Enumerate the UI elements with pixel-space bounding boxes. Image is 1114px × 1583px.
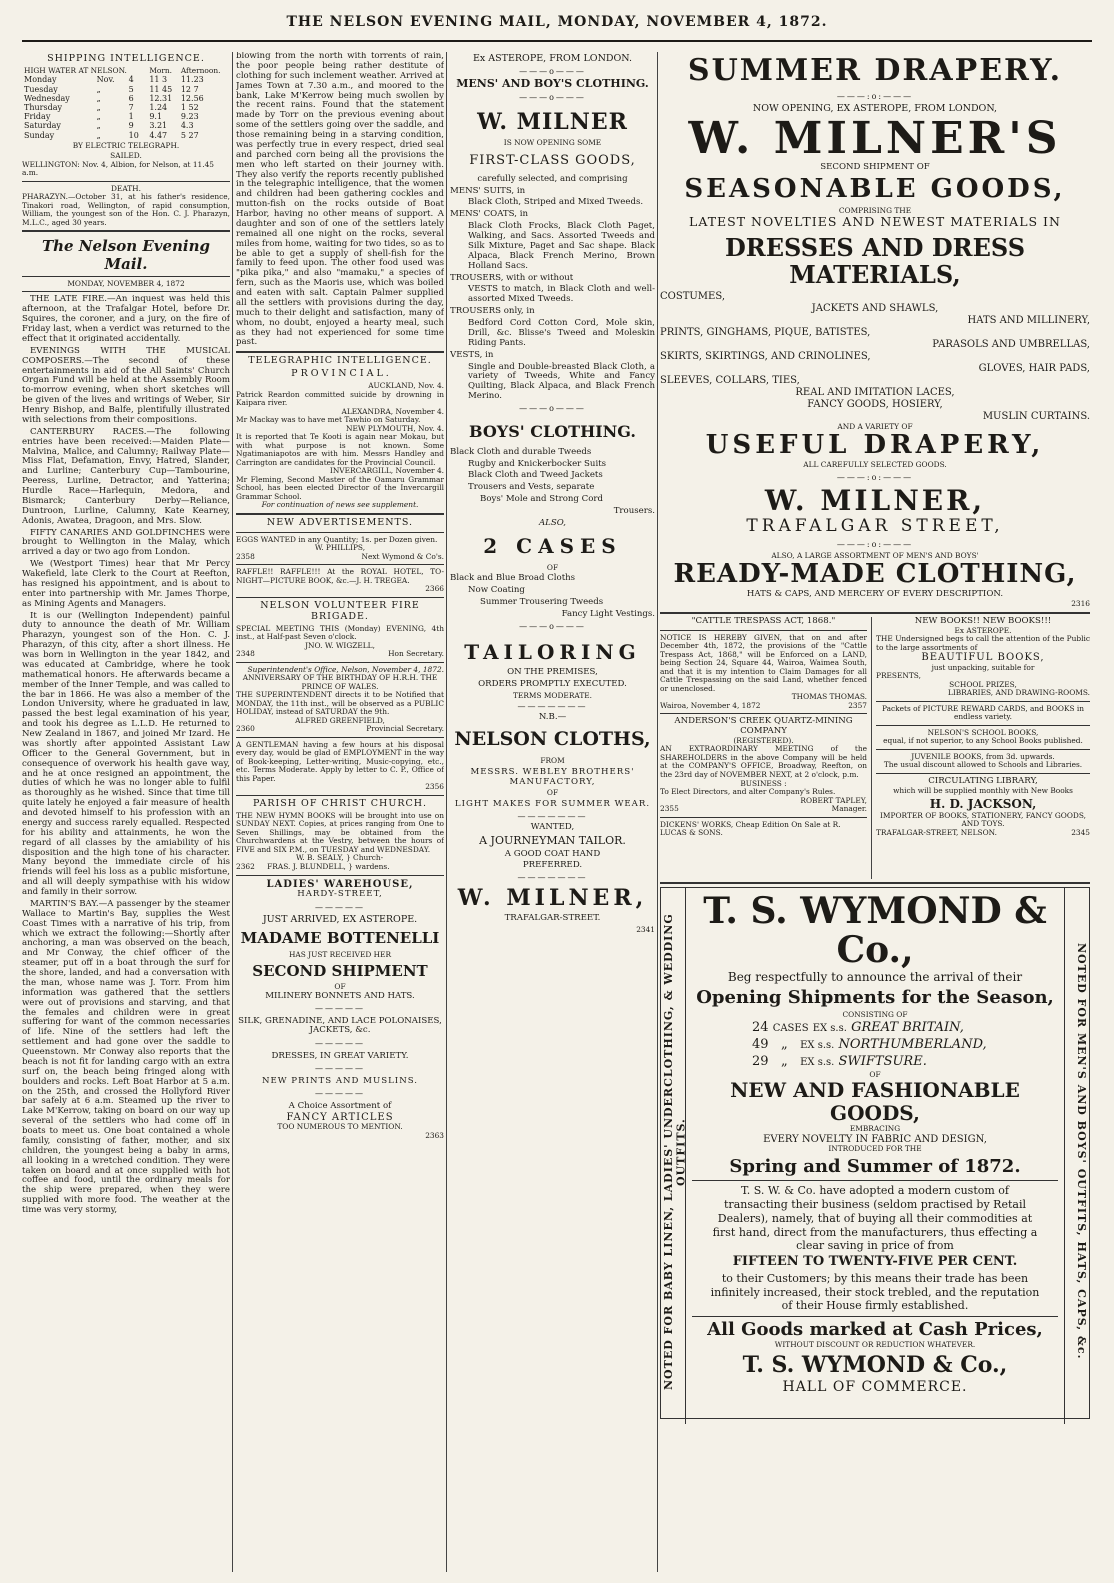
summer-drapery-heading: SUMMER DRAPERY. — [687, 53, 1063, 88]
without-discount: WITHOUT DISCOUNT OR REDUCTION WHATEVER. — [774, 1339, 976, 1349]
madame-bottenelli: MADAME BOTTENELLI — [240, 928, 440, 947]
divider — [236, 532, 444, 533]
prints-line: NEW PRINTS AND MUSLINS. — [261, 1075, 419, 1086]
comprising-line: COMPRISING THE — [838, 205, 912, 215]
divider — [22, 230, 230, 232]
ad-number: 2363 — [425, 1130, 444, 1140]
also-line: ALSO, — [538, 517, 567, 528]
parish-text: THE NEW HYMN BOOKS will be brought into use on SUNDAY NEXT. Copies, at prices ranging from One to Seven Shillings, may be obtained from the Churchwardens at the Vestry, between the hours of FIVE and SIX P.M., on TUESDAY and WEDNESDAY. — [236, 810, 444, 854]
ornament-rule: ————— — [315, 1004, 365, 1014]
silk-line: SILK, GRENADINE, AND LACE POLONAISES, JACKETS, &c. — [238, 1015, 442, 1036]
telegram-text: Mr Mackay was to have met Tawhio on Saturday. — [236, 415, 421, 425]
drapery-item: GLOVES, HAIR PADS, — [978, 362, 1090, 374]
tide-row: Monday Nov. 4 11 3 11.23 — [24, 75, 204, 85]
cases-item: Black and Blue Broad Cloths — [450, 573, 576, 584]
news-paragraph: THE LATE FIRE.—An inquest was held this afternoon, at the Trafalgar Hotel, before Dr. Squires, the coroner, and a jury, on the fire of Friday last, when a verdict was returned to the effect that it originated accidentally. — [22, 294, 230, 344]
left-small-ads — [660, 617, 867, 879]
webley-line: MESSRS. WEBLEY BROTHERS' MANUFACTORY, — [470, 766, 635, 787]
divider — [876, 749, 1090, 750]
choice-line: A Choice Assortment of — [288, 1100, 392, 1111]
customers-text: to their Customers; by this means their trade has been infinitely increased, their stock trebled, and the reputation of their House firmly established. — [710, 1271, 1040, 1313]
discount-line: The usual discount allowed to Schools and Libraries. — [883, 760, 1083, 770]
ship-name: NORTHUMBERLAND, — [838, 1036, 987, 1052]
beautiful-books: BEAUTIFUL BOOKS, — [921, 652, 1045, 664]
divider — [660, 612, 1090, 614]
light-makes-line: LIGHT MAKES FOR SUMMER WEAR. — [454, 798, 651, 809]
ornament-rule: ————— — [315, 902, 365, 912]
divider — [660, 630, 867, 631]
prizes-line: SCHOOL PRIZES, — [949, 679, 1017, 689]
tide-header: HIGH WATER AT NELSON. Morn. Afternoon. — [24, 65, 221, 75]
clothing-heading: MENS' SUITS, in — [450, 185, 526, 196]
cattle-text: NOTICE IS HEREBY GIVEN, that on and after December 4th, 1872, the provisions of the "Cattle Trespass Act, 1868," will be Enforced on a LAND, being Section 24, Square 44, Wairoa, Waimea South, and that it is my intention to Claim Damages for all Cattle Trespassing on the said Land, whether fenced or unenclosed. — [660, 632, 867, 693]
drapery-item: HATS AND MILLINERY, — [967, 314, 1090, 326]
ships-list — [692, 1020, 1058, 1071]
registered-line: (REGISTERED). — [733, 735, 794, 745]
divider — [236, 597, 444, 598]
orders-line: ORDERS PROMPTLY EXECUTED. — [478, 678, 627, 689]
anniversary-heading: ANNIVERSARY OF THE BIRTHDAY OF H.R.H. THE PRINCE OF WALES. — [242, 673, 438, 691]
drapery-item: MUSLIN CURTAINS. — [982, 410, 1090, 422]
fifteen-percent: FIFTEEN TO TWENTY-FIVE PER CENT. — [732, 1254, 1018, 1270]
ornament-rule: ———o——— — [519, 66, 586, 76]
drapery-item: SKIRTS, SKIRTINGS, AND CRINOLINES, — [660, 350, 871, 362]
date-line: MONDAY, NOVEMBER 4, 1872 — [67, 278, 185, 288]
boys-clothing-heading: BOYS' CLOTHING. — [469, 422, 636, 442]
dateline: NEW PLYMOUTH, Nov. 4. — [346, 423, 444, 433]
ornament-rule: ——————— — [517, 702, 588, 712]
second-shipment: SECOND SHIPMENT — [252, 961, 428, 980]
nelson-cloths-heading: NELSON CLOTHS, — [454, 728, 651, 751]
divider — [876, 725, 1090, 726]
address: TRAFALGAR-STREET, NELSON. — [876, 827, 997, 837]
drapery-item: PARASOLS AND UMBRELLAS, — [932, 338, 1090, 350]
dateline: AUCKLAND, Nov. 4. — [368, 381, 444, 391]
ad-number: 2357 — [848, 700, 867, 710]
boys-item: Black Cloth and Tweed Jackets — [468, 470, 603, 481]
cases-item: Now Coating — [468, 585, 525, 596]
novelty-line: EVERY NOVELTY IN FABRIC AND DESIGN, — [763, 1133, 987, 1145]
clothing-item: Black Cloth Frocks, Black Cloth Paget, Walking, and Sacs. Assorted Tweeds and Silk Mixture, Paget and Sac shape. Black Alpaca, Black French Merino, Brown Holland Sacs. — [468, 221, 655, 271]
column-divider — [232, 52, 233, 1572]
signature: Provincial Secretary. — [366, 724, 444, 734]
ex-asterope: Ex ASTEROPE. — [954, 625, 1012, 635]
tailor-line: A JOURNEYMAN TAILOR. — [479, 833, 626, 847]
ornament-rule: ———:o:——— — [836, 472, 914, 482]
divider — [660, 882, 1090, 884]
ornament-rule: ———o——— — [519, 404, 586, 414]
sailed-text: WELLINGTON: Nov. 4, Albion, for Nelson, at 11.45 a.m. — [22, 159, 214, 178]
consisting-line: CONSISTING OF — [842, 1010, 908, 1020]
news-paragraph: EVENINGS WITH THE MUSICAL COMPOSERS.—The second of these entertainments in aid of the All Saints' Church Organ Fund will be held at the Assembly Room to-morrow evening, when short sketches will be given of the lives and writings of Weber, Sir Henry Bishop, and Balfe, plentifully illustrated with selections from their compositions. — [22, 345, 230, 425]
tide-row: Tuesday „ 5 11 45 12 7 — [24, 84, 199, 94]
also-line: ALSO, A LARGE ASSORTMENT OF MEN'S AND BOYS' — [771, 550, 979, 560]
fancy-articles: FANCY ARTICLES — [286, 1111, 394, 1123]
unpacking-line: just unpacking, suitable for — [931, 662, 1035, 672]
eggs-ad: EGGS WANTED in any Quantity; 1s. per Dozen given. — [236, 534, 438, 544]
anniversary-text: THE SUPERINTENDENT directs it to be Notified that MONDAY, the 11th inst., will be observed as a PUBLIC HOLIDAY, instead of SATURDAY the 9th. — [236, 690, 444, 717]
seasonable-goods: SEASONABLE GOODS, — [684, 173, 1066, 204]
new-books-heading: NEW BOOKS!! NEW BOOKS!!! — [914, 616, 1052, 626]
jackson-heading: H. D. JACKSON, — [929, 797, 1037, 812]
ornament-rule: ————— — [315, 1064, 365, 1074]
clothing-heading: VESTS, in — [450, 349, 494, 360]
tide-table — [22, 67, 230, 140]
signature: ROBERT TAPLEY, — [800, 795, 867, 805]
signature: W. B. SEALY, } Church- — [296, 853, 384, 863]
spring-summer: Spring and Summer of 1872. — [729, 1155, 1021, 1177]
second-shipment-line: SECOND SHIPMENT OF — [820, 162, 930, 172]
case-count: 24 — [752, 1019, 769, 1035]
ad-number: 2341 — [636, 924, 655, 934]
opening-line: IS NOW OPENING SOME — [503, 138, 602, 148]
two-cases: 2 CASES — [483, 533, 622, 558]
tide-row: Sunday „ 10 4.47 5 27 — [24, 130, 199, 140]
ornament-rule: ————— — [315, 1039, 365, 1049]
side-text-left: NOTED FOR BABY LINEN, LADIES' UNDERCLOTHING, & WEDDING OUTFITS. — [662, 913, 688, 1391]
divider — [236, 513, 444, 515]
cases-item: Fancy Light Vestings. — [561, 608, 655, 619]
cash-prices: All Goods marked at Cash Prices, — [707, 1319, 1043, 1341]
ad-number: 2355 — [660, 804, 679, 814]
ex-asterope: Ex ASTEROPE, FROM LONDON. — [472, 53, 633, 64]
fashionable-goods: NEW AND FASHIONABLE GOODS, — [730, 1078, 1020, 1126]
boys-item: Rugby and Knickerbocker Suits — [468, 458, 607, 469]
of-line: OF — [546, 788, 559, 798]
divider — [22, 276, 230, 277]
dresses-heading: DRESSES AND DRESS MATERIALS, — [724, 232, 1026, 290]
ship-name: GREAT BRITAIN, — [851, 1019, 964, 1035]
ad-number: 2345 — [1071, 827, 1090, 837]
adopted-text: T. S. W. & Co. have adopted a modern custom of transacting their business (seldom practised by Retail Dealers), namely, that of buying all their commodities at first hand, direct from the manufacturers, thus effecting a clear saving in price of from — [712, 1184, 1038, 1253]
books-ad — [876, 617, 1090, 879]
drapery-item: COSTUMES, — [660, 290, 726, 302]
hats-caps-line: HATS & CAPS, AND MERCERY OF EVERY DESCRIPTION. — [746, 589, 1004, 600]
death-notice: PHARAZYN.—October 31, at his father's residence, Tinakori road, Wellington, of rapid consumption, William, the youngest son of the Hon. C. J. Pharazyn, M.L.C., aged 30 years. — [22, 192, 230, 227]
premises-line: ON THE PREMISES, — [507, 666, 598, 677]
business-text: To Elect Directors, and alter Company's Rules. — [660, 787, 836, 797]
libraries-line: LIBRARIES, AND DRAWING-ROOMS. — [947, 688, 1090, 698]
signature: Manager. — [831, 804, 867, 814]
just-arrived: JUST ARRIVED, EX ASTEROPE. — [262, 914, 418, 926]
presents-line: PRESENTS, — [876, 671, 921, 681]
column-3 — [450, 52, 655, 1572]
date: Wairoa, November 4, 1872 — [660, 700, 761, 710]
ornament-rule: ———o——— — [519, 621, 586, 631]
ornament-rule: ————— — [315, 1089, 365, 1099]
drapery-item: JACKETS AND SHAWLS, — [811, 302, 939, 314]
provincial-heading: P R O V I N C I A L . — [291, 368, 389, 380]
wymond-signature: T. S. WYMOND & Co., — [742, 1352, 1008, 1379]
clothing-item: Bedford Cord Cotton Cord, Mole skin, Drill, &c. Blisse's Tweed and Moleskin Riding Pants. — [468, 318, 655, 348]
parish-heading: PARISH OF CHRIST CHURCH. — [252, 797, 428, 809]
address: HARDY-STREET, — [297, 889, 383, 899]
brigade-heading: NELSON VOLUNTEER FIRE BRIGADE. — [260, 599, 420, 622]
column-2 — [236, 52, 444, 1572]
ornament-rule: ——————— — [517, 873, 588, 883]
office-line: Superintendent's Office, Nelson, November 4, 1872. — [247, 664, 444, 674]
drapery-item: PRINTS, GINGHAMS, PIQUE, BATISTES, — [660, 326, 871, 338]
column-4 — [660, 52, 1090, 1572]
opening-shipments: Opening Shipments for the Season, — [696, 986, 1054, 1008]
telegram-text: Mr Fleming, Second Master of the Oamaru Grammar School, has been elected Director of the Invercargill Grammar School. — [236, 474, 444, 501]
sailed-label: SAILED. — [110, 151, 142, 161]
signature: THOMAS THOMAS. — [791, 692, 867, 702]
ad-number: 2356 — [425, 782, 444, 792]
signature: JNO. W. WIGZELL, — [305, 640, 375, 650]
raffle-ad: RAFFLE!! RAFFLE!!! At the ROYAL HOTEL, TO-NIGHT—PICTURE BOOK, &c.—J. H. TREGEA. — [236, 567, 444, 585]
signature: ALFRED GREENFIELD, — [295, 715, 385, 725]
divider — [692, 1180, 1058, 1181]
latest-novelties: LATEST NOVELTIES AND NEWEST MATERIALS IN — [689, 214, 1061, 230]
careful-line: carefully selected, and comprising — [477, 173, 628, 184]
masthead: THE NELSON EVENING MAIL, MONDAY, NOVEMBER 4, 1872. — [286, 14, 828, 30]
ad-number: 2366 — [425, 584, 444, 594]
ornament-rule: ——————— — [517, 811, 588, 821]
ladies-warehouse-heading: LADIES' WAREHOUSE, — [266, 878, 414, 890]
ad-footer — [876, 829, 1090, 838]
signature: W. PHILLIPS, — [314, 543, 366, 553]
cattle-heading: "CATTLE TRESPASS ACT, 1868." — [691, 616, 836, 626]
paper-title: The Nelson Evening Mail. — [41, 237, 211, 273]
small-ads-row — [660, 617, 1090, 879]
school-books: NELSON'S SCHOOL BOOKS, — [927, 727, 1039, 737]
top-rule — [22, 40, 1092, 42]
drapery-list — [660, 291, 1090, 423]
news-paragraph: MARTIN'S BAY.—A passenger by the steamer Wallace to Martin's Bay, supplies the West Coast Times with a narrative of his trip, from which we extract the following:—Shortly after anchoring, a man was observed on the beach, and Mr Conway, the chief officer of the steamer, put off in a boat through the surf for the shore, landed, and had a conversation with the man, whose name was J. Torr. From him information was gathered that the settlers were out of provisions and starving, and that the females and children were in great suffering for want of the common necessaries of life. Nine of the settlers had left the settlement and had gone over the saddle to Queenstown. Mr Conway also reports that the beach is not fit for landing cargo with an extra surf on, the beach being fringed along with boulders and rocks. Left Boat Harbor at 5 a.m. on the 25th, and crossed the Hollyford River bar safely at 6 a.m. Steamed up the river to Lake M'Kerrow, taking on board on our way up several of the settlers who had come off in boats to meet us. One boat contained a whole family, consisting of father, mother, and six children, the youngest being a baby in arms, all looking in a wretched condition. They were taken on board and at once supplied with hot coffee and food, until the ordinary meals for the ship were prepared, when they were supplied with more food. The weather at the time was very stormy, — [22, 898, 230, 1216]
boys-item: Black Cloth and durable Tweeds — [450, 446, 592, 457]
clothing-item: VESTS to match, in Black Cloth and well-assorted Mixed Tweeds. — [468, 284, 655, 305]
embracing-line: EMBRACING — [849, 1124, 901, 1134]
carefully-selected-line: ALL CAREFULLY SELECTED GOODS. — [803, 460, 947, 470]
from-line: FROM — [540, 756, 565, 766]
hall-of-commerce: HALL OF COMMERCE. — [782, 1378, 968, 1395]
ready-made-clothing: READY-MADE CLOTHING, — [673, 559, 1077, 590]
clothing-heading: MENS' COATS, in — [450, 209, 528, 220]
ad-number: 2316 — [1071, 599, 1090, 609]
nb-line: N.B.— — [538, 712, 567, 723]
wymond-ad — [660, 887, 1090, 1419]
school-text: equal, if not superior, to any School Books published. — [883, 736, 1083, 746]
telegraph-heading: BY ELECTRIC TELEGRAPH. — [72, 140, 180, 150]
variety-line: AND A VARIETY OF — [837, 421, 913, 431]
news-paragraph: blowing from the north with torrents of rain, the poor people being rather destitute of clothing for such inclement weather. Arrived at James Town at 7.30 a.m., and moored to the bank, Lake M'Kerrow being much swollen by the recent rains. Found that the statement made by Torr on the previous evening about some of the settlers going over the saddle, and those remaining being in a starving condition, was perfectly true in every respect, dried seal and parched corn being all the provisions the men who left started on their journey with. They also verify the reports recently published in the telegraphic intelligence, that the women and children had been gathering cockles and mutton-fish on the rocks outside of Boat Harbor, having no other means of support. A daughter and son of one of the settlers lately remained all one night on the rocks, several miles from home, waiting for two tides, so as to be able to get a supply of shell-fish for the family to feed upon. The other food used was "pika pika," and also "mamaku," a species of fern, such as the Maoris use, which was boiled and eaten with salt. Captain Palmer supplied all the settlers with provisions during the day, much to their delight and satisfaction, many of whom, no doubt, enjoyed a hearty meal, such as they had not experienced for some time past. — [236, 52, 444, 348]
coat-line: A GOOD COAT HAND — [504, 848, 601, 859]
brigade-text: SPECIAL MEETING THIS (Monday) EVENING, 4th inst., at Half-past Seven o'clock. — [236, 623, 444, 642]
clothing-heading: TROUSERS, with or without — [450, 272, 574, 283]
new-ads-heading: NEW ADVERTISEMENTS. — [266, 516, 414, 528]
anderson-text: AN EXTRAORDINARY MEETING of the SHAREHOLDERS in the above Company will be held at the COMPANY'S OFFICE, Broadway, Reefton, on the 23rd day of NOVEMBER NEXT, at 2 o'clock, p.m. — [660, 744, 867, 779]
divider — [236, 795, 444, 796]
ad-footer — [236, 553, 444, 562]
terms-line: TERMS MODERATE. — [513, 690, 592, 700]
first-class-goods: FIRST-CLASS GOODS, — [469, 152, 636, 168]
ship-row — [752, 1037, 1058, 1054]
dateline: ALEXANDRA, November 4. — [341, 406, 444, 416]
business-label: BUSINESS : — [740, 778, 787, 788]
drapery-item: SLEEVES, COLLARS, TIES, — [660, 374, 800, 386]
divider — [236, 351, 444, 353]
ornament-rule: ———:o:——— — [836, 539, 914, 549]
telegram-text: It is reported that Te Kooti is again near Mokau, but with what purpose is not known. Some Ngatimaniapotos are with him. Messrs Handley and Carrington are candidates for the Provincial Council. — [236, 432, 444, 467]
divider — [660, 817, 867, 818]
continuation-note: For continuation of news see supplement. — [261, 500, 419, 510]
anderson-heading: ANDERSON'S CREEK QUARTZ-MINING COMPANY — [674, 716, 853, 737]
ad-number: 2362 — [236, 861, 255, 871]
drapery-item: REAL AND IMITATION LACES, — [795, 386, 955, 398]
beg-line: Beg respectfully to announce the arrival of their — [727, 969, 1023, 984]
tide-row: Wednesday „ 6 12.31 12.56 — [24, 93, 204, 103]
preferred-line: PREFERRED. — [522, 860, 583, 871]
ad-footer — [236, 863, 444, 872]
column-divider — [446, 52, 447, 1572]
now-opening-line: NOW OPENING, EX ASTEROPE, FROM LONDON, — [752, 102, 998, 114]
milner-signature: W. MILNER, — [457, 885, 648, 912]
wymond-heading: T. S. WYMOND & Co., — [703, 889, 1047, 972]
gentleman-ad: A GENTLEMAN having a few hours at his disposal every day, would be glad of EMPLOYMENT in the way of Book-keeping, Letter-writing, Music-copying, etc., etc. Terms Moderate. Apply by letter to C. P., Office of this Paper. — [236, 739, 444, 783]
packets-line: Packets of PICTURE REWARD CARDS, and BOOKS in endless variety. — [881, 703, 1085, 722]
cases-label: „ — [780, 1053, 788, 1069]
news-paragraph: FIFTY CANARIES AND GOLDFINCHES were brought to Wellington in the Malay, which arrived a day or two ago from London. — [22, 527, 230, 558]
death-heading: DEATH. — [111, 183, 141, 193]
wanted-line: WANTED, — [530, 821, 575, 832]
trafalgar-street: TRAFALGAR STREET, — [746, 516, 1004, 537]
ad-number: 2348 — [236, 649, 255, 659]
milner-heading: W. MILNER, — [764, 483, 986, 517]
divider — [236, 875, 444, 876]
dresses-line: DRESSES, IN GREAT VARIETY. — [271, 1050, 409, 1061]
column-divider — [871, 617, 872, 879]
ad-footer — [236, 725, 444, 734]
ad-footer — [236, 650, 444, 659]
milner-heading: W. MILNER — [477, 108, 628, 135]
signature: FRAS. J. BLUNDELL, } wardens. — [267, 861, 390, 871]
clothing-item: Black Cloth, Striped and Mixed Tweeds. — [468, 197, 644, 208]
circulating-library: CIRCULATING LIBRARY, — [928, 775, 1038, 786]
shipping-heading: SHIPPING INTELLIGENCE. — [47, 53, 205, 64]
dateline: INVERCARGILL, November 4. — [329, 466, 444, 476]
case-count: 29 — [752, 1053, 769, 1069]
importer-line: IMPORTER OF BOOKS, STATIONERY, FANCY GOODS, AND TOYS. — [880, 810, 1086, 829]
books-text: THE Undersigned begs to call the attention of the Public to the large assortments of — [876, 634, 1090, 652]
tide-row: Thursday „ 7 1.24 1 52 — [24, 103, 199, 112]
clothing-heading: TROUSERS only, in — [450, 306, 535, 317]
juvenile-line: JUVENILE BOOKS, from 3d. upwards. — [911, 751, 1055, 761]
divider — [660, 713, 867, 714]
introduced-line: INTRODUCED FOR THE — [828, 1144, 922, 1154]
circulating-text: which will be supplied monthly with New Books — [893, 785, 1073, 795]
mens-clothing-heading: MENS' AND BOY'S CLOTHING. — [456, 77, 649, 91]
signature: Next Wymond & Co's. — [361, 551, 444, 561]
trafalgar-line: TRAFALGAR-STREET. — [504, 912, 601, 923]
divider — [692, 1316, 1058, 1317]
news-paragraph: CANTERBURY RACES.—The following entries have been received:—Maiden Plate—Malvina, Malice, and Calumny; Railway Plate—Miss Flat, Defamation, Envy, Hatred, Slander, and Lurline; Canterbury Cup—Tambourine, Peeress, Lurline, Detractor, and Yatterina; Hurdle Race—Harlequin, Medora, and Bismarck; Canterbury Derby—Reliance, Duntroon, Lurline, Calumny, Kate Kearney, Adonis, Awatea, Dragoon, and Mrs. Slow. — [22, 426, 230, 526]
ad-footer — [660, 702, 867, 711]
dickens-ad: DICKENS' WORKS, Cheap Edition On Sale at R. LUCAS & SONS. — [660, 819, 841, 838]
tide-row: Friday „ 1 9.1 9.23 — [24, 112, 199, 122]
divider — [22, 181, 230, 182]
cases-label: CASES — [772, 1022, 809, 1034]
bonnets-line: MILINERY BONNETS AND HATS. — [265, 990, 415, 1001]
ship-row — [752, 1020, 1058, 1037]
boys-item: Trousers and Vests, separate — [468, 482, 595, 493]
case-count: 49 — [752, 1036, 769, 1052]
ornament-rule: ———o——— — [519, 92, 586, 102]
ad-number: 2358 — [236, 551, 255, 561]
telegram-text: Patrick Reardon committed suicide by drowning in Kaipara river. — [236, 389, 444, 408]
ad-footer — [660, 805, 867, 814]
telegraphic-heading: TELEGRAPHIC INTELLIGENCE. — [248, 355, 432, 367]
side-text-right: NOTED FOR MEN'S AND BOYS' OUTFITS, HATS, CAPS, &c. — [1075, 943, 1088, 1360]
of-line: OF — [546, 562, 559, 572]
divider — [22, 291, 230, 292]
milners-heading: W. MILNER'S — [688, 112, 1062, 164]
signature: Hon Secretary. — [388, 649, 444, 659]
clothing-item: Single and Double-breasted Black Cloth, a variety of Tweeds, White and Fancy Quilting, Black Alpaca, and Black French Merino. — [468, 361, 655, 402]
column-divider — [657, 52, 658, 1572]
news-paragraph: We (Westport Times) hear that Mr Percy Wakefield, late Clerk to the Court at Reefton, has resigned his appointment, and is about to enter into partnership with Mr. James Thorpe, as Mining Agents and Managers. — [22, 559, 230, 609]
cases-label: „ — [780, 1036, 788, 1052]
ship-row — [752, 1054, 1058, 1071]
wymond-body — [685, 888, 1065, 1424]
divider — [876, 773, 1090, 774]
too-numerous: TOO NUMEROUS TO MENTION. — [277, 1122, 403, 1132]
received-line: HAS JUST RECEIVED HER — [288, 950, 392, 960]
cases-item: Summer Trousering Tweeds — [480, 597, 604, 608]
divider — [236, 662, 444, 663]
ex-label: EX s.s. — [812, 1022, 847, 1034]
useful-drapery: USEFUL DRAPERY, — [705, 430, 1045, 461]
column-1 — [22, 52, 230, 1572]
divider — [236, 737, 444, 738]
ex-label: EX s.s. — [800, 1039, 835, 1051]
divider — [236, 564, 444, 565]
tailoring-heading: TAILORING — [464, 639, 641, 664]
of-line: OF — [334, 982, 346, 991]
tide-row: Saturday „ 9 3.21 4.3 — [24, 121, 194, 131]
divider — [876, 701, 1090, 702]
of-line: OF — [869, 1069, 881, 1079]
boys-item: Boys' Mole and Strong Cord — [480, 494, 604, 505]
drapery-item: FANCY GOODS, HOSIERY, — [807, 398, 943, 410]
boys-item: Trousers. — [613, 506, 655, 517]
news-paragraph: It is our (Wellington Independent) painful duty to announce the death of Mr. William Pharazyn, youngest son of the Hon. C. J. Pharazyn, of this city, after a short illness. He was born in Wellington in the year 1842, and was educated at Cambridge, where he took mathematical honors. He afterwards became a member of the Inner Temple, and was called to the bar in 1866. He was also a member of the London University, where he graduated in law, passed the best legal examination of his year, and took his degree as L.L.D. He returned to New Zealand in 1867, and joined Mr Izard. He was shortly after appointed Assistant Law Officer to the General Government, but in consequence of overwork his health gave way, and he at once resigned an appointment, the duties of which he was no longer able to fulfil as thoroughly as he wished. Since that time till quite lately he enjoyed a fair measure of health and devoted himself to his profession with an energy and success rarely equalled. Respected for his ability and attainments, he won the regard of all classes by the amiability of his disposition and the high tone of his character. Many beyond the immediate circle of his friends will feel his loss as a public misfortune, and all will deeply sympathise with his widow and family in their sorrow. — [22, 610, 230, 898]
ad-number: 2360 — [236, 724, 255, 734]
ex-label: EX s.s. — [800, 1056, 835, 1068]
ornament-rule: ———:o:——— — [836, 91, 914, 101]
ship-name: SWIFTSURE. — [838, 1053, 927, 1069]
